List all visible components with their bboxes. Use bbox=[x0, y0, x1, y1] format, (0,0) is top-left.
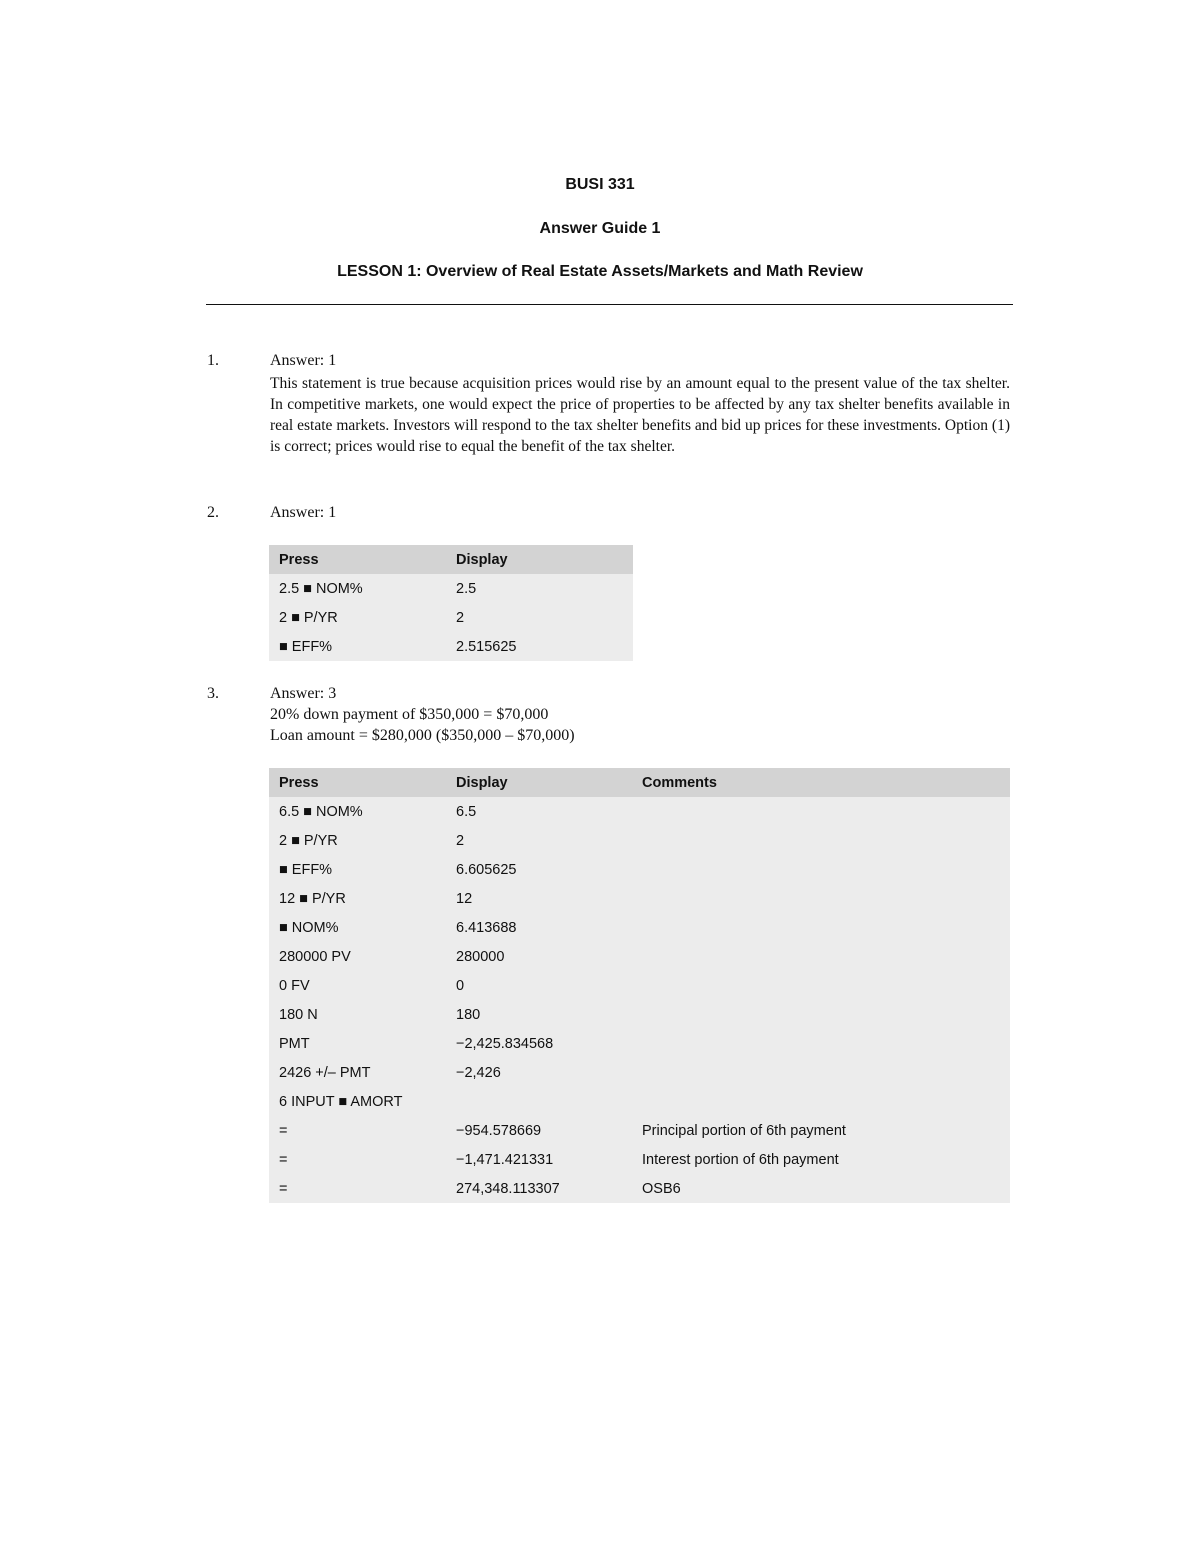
table-row bbox=[269, 971, 1010, 1000]
display-cell: 274,348.113307 bbox=[456, 1180, 560, 1197]
press-cell: 2 ■ P/YR bbox=[279, 832, 338, 849]
question-3-calculator-table bbox=[269, 768, 1010, 1203]
comment-cell: Interest portion of 6th payment bbox=[642, 1151, 839, 1168]
display-cell: 2.5 bbox=[456, 580, 477, 597]
table-row bbox=[269, 603, 633, 632]
comment-cell bbox=[632, 913, 1010, 942]
display-cell bbox=[446, 1087, 632, 1116]
question-3-number: 3. bbox=[207, 685, 219, 702]
table-row bbox=[269, 1145, 1010, 1174]
press-cell: 6.5 ■ NOM% bbox=[279, 803, 363, 820]
table-row bbox=[269, 1174, 1010, 1203]
course-code: BUSI 331 bbox=[565, 176, 635, 193]
column-header-comments: Comments bbox=[632, 768, 1010, 797]
table-row bbox=[269, 942, 1010, 971]
press-cell: ■ EFF% bbox=[279, 638, 333, 655]
display-cell: 280000 bbox=[456, 948, 505, 965]
comment-cell bbox=[632, 826, 1010, 855]
press-cell: 0 FV bbox=[279, 977, 310, 994]
display-cell: 2 bbox=[456, 832, 465, 849]
table-header-row bbox=[269, 545, 633, 574]
lesson-title: LESSON 1: Overview of Real Estate Assets/Markets and Math Review bbox=[337, 263, 863, 280]
press-cell: = bbox=[279, 1151, 288, 1168]
column-header-display: Display bbox=[446, 545, 633, 574]
question-1-explanation: This statement is true because acquisition prices would rise by an amount equal to the present value of the tax shelter. In competitive markets, one would expect the price of properties to be affected by any tax shelter benefits available in real estate markets. Investors will respond to the tax shelter benefits and bid up prices for these investments. Option (1) is correct; prices would rise to equal the benefit of the tax shelter. bbox=[270, 375, 1010, 455]
question-3-loan-amount: Loan amount = $280,000 ($350,000 – $70,000) bbox=[270, 727, 575, 744]
display-cell: −2,425.834568 bbox=[456, 1035, 554, 1052]
question-2-calculator-table bbox=[269, 545, 633, 661]
display-cell: 2.515625 bbox=[456, 638, 517, 655]
display-cell: 6.413688 bbox=[456, 919, 517, 936]
table-row bbox=[269, 1058, 1010, 1087]
press-cell: 280000 PV bbox=[279, 948, 351, 965]
display-cell: 6.605625 bbox=[456, 861, 517, 878]
question-3-down-payment: 20% down payment of $350,000 = $70,000 bbox=[270, 706, 549, 723]
display-cell: −1,471.421331 bbox=[456, 1151, 554, 1168]
column-header-press: Press bbox=[269, 768, 446, 797]
question-2-number: 2. bbox=[207, 504, 219, 521]
press-cell: 2.5 ■ NOM% bbox=[279, 580, 363, 597]
comment-cell: Principal portion of 6th payment bbox=[642, 1122, 846, 1139]
comment-cell bbox=[632, 971, 1010, 1000]
display-cell: −2,426 bbox=[456, 1064, 501, 1081]
table-row bbox=[269, 574, 633, 603]
table-row bbox=[269, 884, 1010, 913]
comment-cell bbox=[632, 1058, 1010, 1087]
press-cell: 180 N bbox=[279, 1006, 318, 1023]
comment-cell bbox=[632, 855, 1010, 884]
comment-cell: OSB6 bbox=[642, 1180, 681, 1197]
press-cell: PMT bbox=[279, 1035, 310, 1052]
press-cell: 12 ■ P/YR bbox=[279, 890, 346, 907]
press-cell: 2426 +/– PMT bbox=[279, 1064, 371, 1081]
table-header-row bbox=[269, 768, 1010, 797]
press-cell: ■ EFF% bbox=[279, 861, 333, 878]
table-row bbox=[269, 855, 1010, 884]
press-cell: ■ NOM% bbox=[279, 919, 339, 936]
question-1-number: 1. bbox=[207, 352, 219, 369]
comment-cell bbox=[632, 797, 1010, 826]
comment-cell bbox=[632, 884, 1010, 913]
display-cell: 6.5 bbox=[456, 803, 477, 820]
table-row bbox=[269, 1087, 1010, 1116]
table-row bbox=[269, 1116, 1010, 1145]
question-2-answer: Answer: 1 bbox=[270, 504, 337, 521]
table-row bbox=[269, 797, 1010, 826]
column-header-press: Press bbox=[269, 545, 446, 574]
display-cell: 12 bbox=[456, 890, 473, 907]
display-cell: 0 bbox=[456, 977, 465, 994]
header-divider bbox=[206, 304, 1013, 305]
question-1-answer: Answer: 1 bbox=[270, 352, 337, 369]
table-row bbox=[269, 913, 1010, 942]
comment-cell bbox=[632, 1000, 1010, 1029]
press-cell: 6 INPUT ■ AMORT bbox=[279, 1093, 403, 1110]
table-row bbox=[269, 826, 1010, 855]
press-cell: 2 ■ P/YR bbox=[279, 609, 338, 626]
display-cell: 2 bbox=[456, 609, 465, 626]
question-3-answer: Answer: 3 bbox=[270, 685, 337, 702]
table-row bbox=[269, 1029, 1010, 1058]
display-cell: 180 bbox=[456, 1006, 481, 1023]
comment-cell bbox=[632, 942, 1010, 971]
display-cell: −954.578669 bbox=[456, 1122, 542, 1139]
comment-cell bbox=[632, 1029, 1010, 1058]
table-row bbox=[269, 1000, 1010, 1029]
column-header-display: Display bbox=[446, 768, 632, 797]
comment-cell bbox=[632, 1087, 1010, 1116]
press-cell: = bbox=[279, 1180, 288, 1197]
table-row bbox=[269, 632, 633, 661]
press-cell: = bbox=[279, 1122, 288, 1139]
guide-title: Answer Guide 1 bbox=[539, 220, 661, 237]
